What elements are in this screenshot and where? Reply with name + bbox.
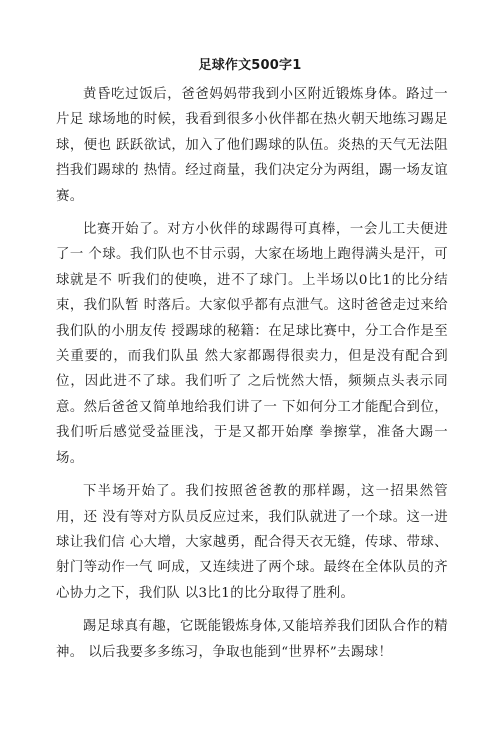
document-body [56, 82, 448, 665]
paragraph-2: 比赛开始了。对方小伙伴的球踢得可真棒，一会儿工夫便进了一 个球。我们队也不甘示弱，大家在场地上跑得满头是汗，可球就是不 听我们的使唤，进不了球门。上半场以0比1的比分结束，我们队暂 时落后。大家似乎都有点泄气。这时爸爸走过来给我们队的小朋友传 授踢球的秘籍：在足球比赛中，分工合作是至关重要的，而我们队虽 然大家都踢得很卖力，但是没有配合到位，因此进不了球。我们听了 之后恍然大悟，频频点头表示同意。然后爸爸又简单地给我们讲了一 下如何分工才能配合到位，我们听后感觉受益匪浅，于是又都开始摩 拳擦掌，准备大踢一场。 [56, 222, 448, 466]
paragraph-3: 下半场开始了。我们按照爸爸教的那样踢，这一招果然管用，还 没有等对方队员反应过来，我们队就进了一个球。这一进球让我们信 心大增，大家越勇，配合得天衣无缝，传球、带球、射门等动作一气 呵成，又连续进了两个球。最终在全体队员的齐心协力之下，我们队 以3比1的比分取得了胜利。 [56, 484, 448, 601]
document-title: 足球作文500字1 [198, 58, 302, 73]
paragraph-1: 黄昏吃过饭后，爸爸妈妈带我到小区附近锻炼身体。路过一片足 球场地的时候，我看到很多小伙伴都在热火朝天地练习踢足球，便也 跃跃欲试，加入了他们踢球的队伍。炎热的天气无法阻挡我们踢球的 热情。经过商量，我们决定分为两组，踢一场友谊赛。 [56, 87, 448, 204]
paragraph-4: 踢足球真有趣，它既能锻炼身体,又能培养我们团队合作的精神。 以后我要多多练习，争取也能到“世界杯”去踢球！ [56, 619, 448, 660]
